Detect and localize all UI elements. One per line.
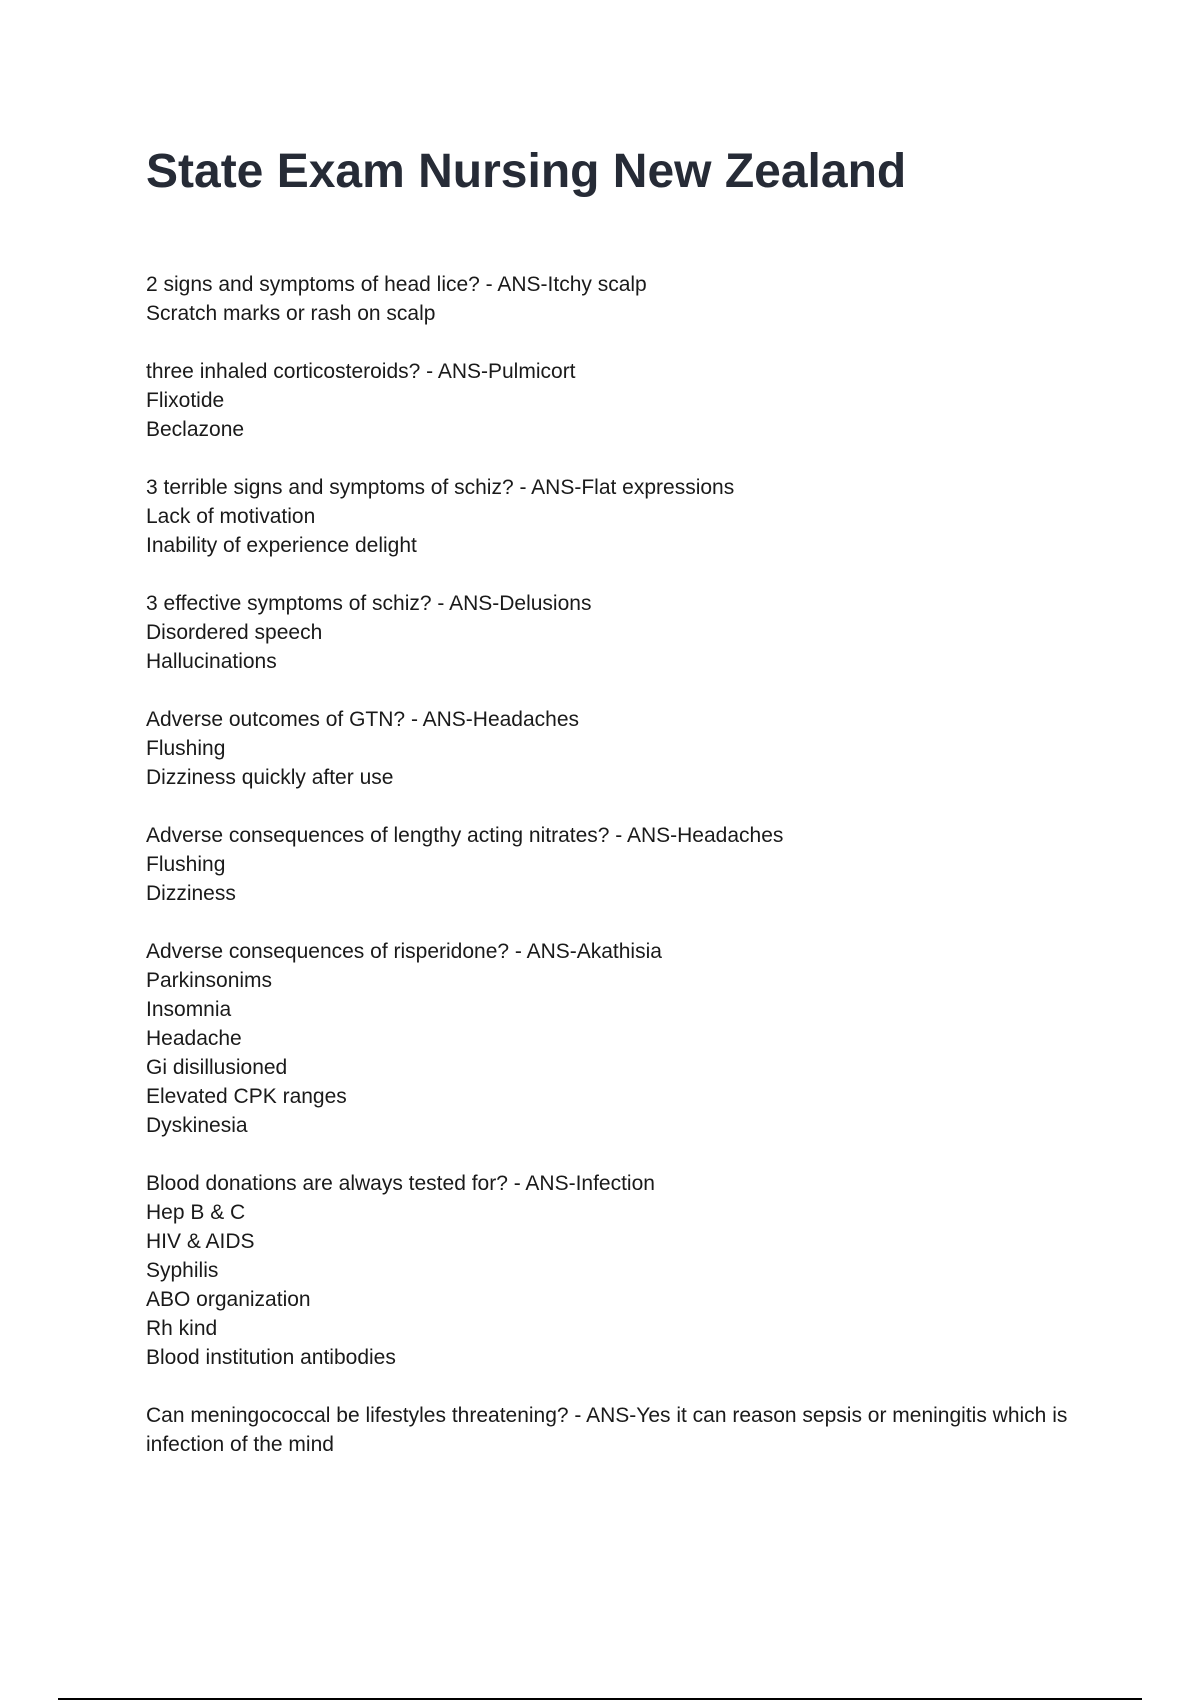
qa-item xyxy=(146,937,1106,1140)
qa-question: Can meningococcal be lifestyles threatening? - ANS-Yes it can reason sepsis or meningitis which is infection of the mind xyxy=(146,1404,1068,1456)
qa-question: Adverse outcomes of GTN? - ANS-Headaches xyxy=(146,708,580,731)
qa-answer: Inability of experience delight xyxy=(146,534,417,557)
qa-answer: Flixotide xyxy=(146,389,225,412)
qa-item xyxy=(146,589,1106,676)
qa-item xyxy=(146,1401,1106,1459)
qa-question: three inhaled corticosteroids? - ANS-Pulmicort xyxy=(146,360,576,383)
qa-item xyxy=(146,705,1106,792)
qa-list xyxy=(146,270,1106,1488)
qa-item xyxy=(146,270,1106,328)
qa-item xyxy=(146,357,1106,444)
qa-question: 3 effective symptoms of schiz? - ANS-Delusions xyxy=(146,592,592,615)
qa-question: Blood donations are always tested for? - ANS-Infection xyxy=(146,1172,655,1195)
qa-answer: Dyskinesia xyxy=(146,1114,248,1137)
qa-answer: Beclazone xyxy=(146,418,245,441)
qa-answer: Headache xyxy=(146,1027,242,1050)
qa-answer: Dizziness xyxy=(146,882,236,905)
qa-item xyxy=(146,1169,1106,1372)
qa-item xyxy=(146,473,1106,560)
qa-answer: HIV & AIDS xyxy=(146,1230,255,1253)
qa-answer: Hallucinations xyxy=(146,650,277,673)
qa-answer: Disordered speech xyxy=(146,621,323,644)
qa-question: 2 signs and symptoms of head lice? - ANS-Itchy scalp xyxy=(146,273,647,296)
qa-answer: Lack of motivation xyxy=(146,505,316,528)
qa-question: Adverse consequences of risperidone? - ANS-Akathisia xyxy=(146,940,662,963)
qa-answer: Syphilis xyxy=(146,1259,219,1282)
qa-answer: Insomnia xyxy=(146,998,232,1021)
qa-answer: Parkinsonims xyxy=(146,969,273,992)
qa-answer: Dizziness quickly after use xyxy=(146,766,394,789)
qa-question: 3 terrible signs and symptoms of schiz? - ANS-Flat expressions xyxy=(146,476,735,499)
qa-answer: Blood institution antibodies xyxy=(146,1346,396,1369)
qa-answer: Hep B & C xyxy=(146,1201,246,1224)
qa-answer: ABO organization xyxy=(146,1288,311,1311)
qa-answer: Flushing xyxy=(146,853,226,876)
page-title: State Exam Nursing New Zealand xyxy=(146,145,907,198)
qa-answer: Rh kind xyxy=(146,1317,218,1340)
qa-item xyxy=(146,821,1106,908)
qa-answer: Elevated CPK ranges xyxy=(146,1085,347,1108)
qa-answer: Gi disillusioned xyxy=(146,1056,288,1079)
qa-answer: Scratch marks or rash on scalp xyxy=(146,302,436,325)
qa-answer: Flushing xyxy=(146,737,226,760)
qa-question: Adverse consequences of lengthy acting nitrates? - ANS-Headaches xyxy=(146,824,784,847)
